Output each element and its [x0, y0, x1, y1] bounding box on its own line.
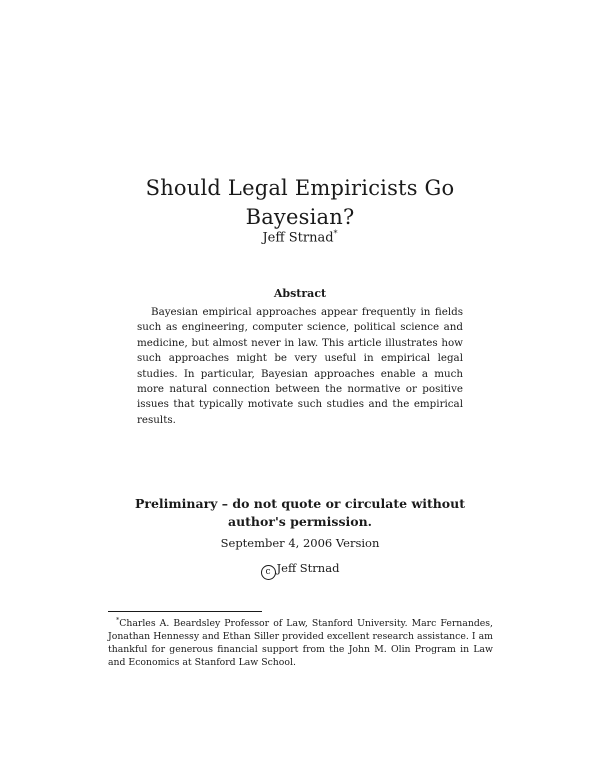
paper-title: [100, 174, 500, 232]
version-date: September 4, 2006 Version: [220, 536, 380, 550]
footnote-text: Charles A. Beardsley Professor of Law, Stanford University. Marc Fernandes, Jonathan Hennessy and Ethan Siller provided excellent research assistance. I am thankful for generous financial support from the John M. Olin Program in Law and Economics at Stanford Law School.: [108, 618, 493, 669]
preliminary-notice: Preliminary – do not quote or circulate without author's permission.: [134, 496, 466, 529]
author-name: Jeff Strnad: [262, 230, 334, 246]
abstract-heading: Abstract: [273, 287, 327, 300]
paper-title-line-1: Should Legal Empiricists Go: [145, 176, 455, 201]
footnote: [108, 614, 493, 669]
abstract-body: Bayesian empirical approaches appear frequently in fields such as engineering, computer science, political science and medicine, but almost never in law. This article illustrates how such approaches might be very useful in empirical legal studies. In particular, Bayesian approaches enable a much more natural connection between the normative or positive issues that typically motivate such studies and the empirical results.: [137, 306, 463, 426]
author-line: [150, 229, 450, 245]
copyright-line: [150, 561, 450, 580]
footnote-divider: [108, 611, 262, 612]
author-footnote-mark: *: [333, 229, 338, 238]
paper-title-line-2: Bayesian?: [245, 205, 355, 230]
footnote-mark: *: [116, 616, 120, 624]
copyright-holder: Jeff Strnad: [276, 561, 340, 575]
copyright-icon: c: [261, 565, 276, 580]
